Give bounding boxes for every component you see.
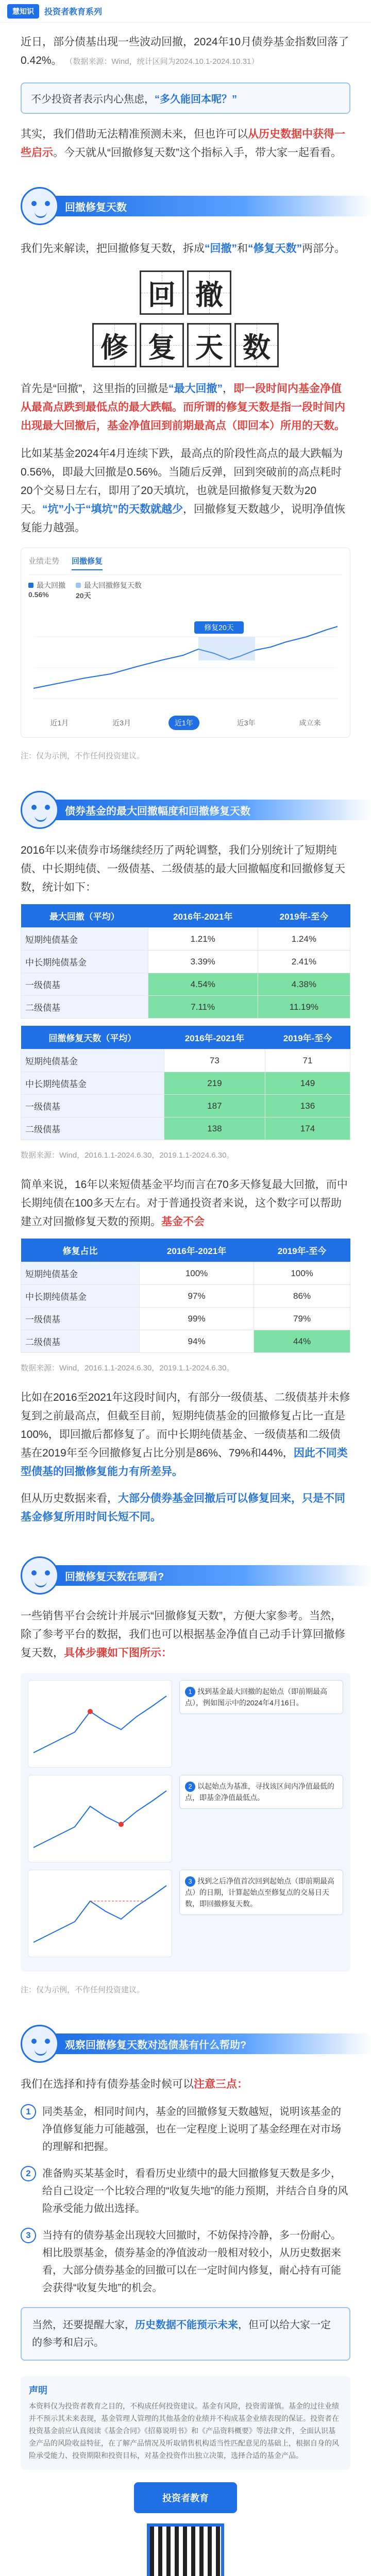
table-row bbox=[21, 1049, 350, 1072]
table-header: 2016年-2021年 bbox=[148, 904, 258, 928]
cell: 86% bbox=[254, 1285, 350, 1308]
range-3m[interactable]: 近3月 bbox=[112, 719, 131, 727]
chart-tabs bbox=[28, 555, 343, 575]
recovery-line-chart bbox=[28, 606, 343, 709]
section3-p1 bbox=[0, 1607, 371, 1663]
footer-brand bbox=[0, 2482, 371, 2513]
recovery-ratio-table bbox=[21, 1239, 350, 1353]
cell: 11.19% bbox=[258, 996, 350, 1019]
cell: 一级债基 bbox=[21, 973, 148, 996]
legend-value: 20天 bbox=[76, 591, 91, 600]
closing-text-a: 当然，还要提醒大家， bbox=[32, 2319, 135, 2331]
cell: 149 bbox=[265, 1072, 350, 1095]
step-text bbox=[179, 1775, 343, 1809]
section1-p2 bbox=[0, 380, 371, 435]
cell: 短期纯债基金 bbox=[21, 1262, 140, 1285]
table-row bbox=[21, 1262, 350, 1285]
section2-p1: 2016年以来债券市场继续经历了两轮调整，我们分别统计了短期纯债、中长期纯债、一级债基、二级债基的最大回撤幅度和回撤修复天数，统计如下： bbox=[21, 844, 345, 893]
closing-quote bbox=[21, 2307, 350, 2361]
cell: 二级债基 bbox=[21, 1330, 140, 1353]
tip-text-b: ，并结合自身的风险承受能力做出选择。 bbox=[42, 2185, 348, 2214]
table-row bbox=[21, 1285, 350, 1308]
s4-hl: 注意三点： bbox=[194, 2078, 248, 2090]
s2b-text: 简单来说，16年以来短债基金平均而言在70多天修复最大回撤，而中长期纯债在100多天左右。对于普通投资者来说，这个数字可以帮助建立对回撤修复天数的预期。 bbox=[21, 1179, 348, 1228]
section-header-3 bbox=[0, 1552, 371, 1599]
tooltip-text: 修复20天 bbox=[204, 623, 234, 632]
s2c-text: 比如在2016至2021年这段时间内，有部分一级债基、二级债基并未修复到之前最高点，但截至目前，短期纯债基金的回撤修复占比一直是100%，即回撤后都修复了。而中长期纯债基金、一级债基和二级债基在2019年至今回撤修复占比分别是86%、79%和44%， bbox=[21, 1392, 350, 1459]
table-row bbox=[21, 996, 350, 1019]
step-item bbox=[28, 1870, 343, 1957]
step-item bbox=[28, 1775, 343, 1862]
cell: 中长期纯债基金 bbox=[21, 1285, 140, 1308]
table-row bbox=[21, 951, 350, 973]
disclaimer-text: 本资料仅为投资者教育之目的，不构成任何投资建议。基金有风险，投资需谨慎。基金的过往业绩并不预示其未来表现，基金管理人管理的其他基金的业绩并不构成基金业绩表现的保证。投资者在投资基金前应认真阅读《基金合同》《招募说明书》和《产品资料概要》等法律文件，全面认识基金产品的风险收益特征，在了解产品情况及听取销售机构适当性匹配意见的基础上，根据自身的风险承受能力、投资期限和投资目标，对基金投资作出独立决策，选择合适的基金产品。 bbox=[29, 2402, 339, 2460]
char-che: 撤 bbox=[195, 279, 223, 311]
tip-hl: 给自己设定一个比较合理的“收复失地”的能力预期 bbox=[42, 2185, 266, 2197]
char-row-2 bbox=[92, 323, 279, 367]
cell: 中长期纯债基金 bbox=[21, 1072, 164, 1095]
mini-line-path bbox=[33, 1696, 166, 1753]
mini-chart bbox=[28, 1870, 172, 1957]
intro2-text-a: 其实，我们借助无法精准预测未来，但也许可以 bbox=[21, 128, 248, 140]
cell: 73 bbox=[164, 1049, 265, 1072]
tab-performance[interactable]: 业绩走势 bbox=[28, 557, 60, 566]
net-value-line bbox=[33, 626, 338, 688]
char-box bbox=[140, 323, 184, 367]
char-tian: 天 bbox=[195, 332, 223, 363]
table-header: 最大回撤（平均） bbox=[21, 904, 148, 928]
cell: 4.38% bbox=[258, 973, 350, 996]
s1-text-c: 和 bbox=[237, 243, 248, 255]
s2c-p2-text: 但从历史数据来看， bbox=[21, 1493, 118, 1504]
step-text bbox=[179, 1680, 343, 1714]
table-header: 2019年-至今 bbox=[258, 904, 350, 928]
s1-term-drawdown: “回撤” bbox=[205, 243, 237, 255]
cell: 99% bbox=[140, 1308, 254, 1330]
section-title: 观察回撤修复天数对选债基有什么帮助? bbox=[54, 2033, 371, 2054]
s1p2-f: 而所谓的修复天数是指一段时间内出现最大回撤后，基金净值回到前期最高点（即回本）所用的天数。 bbox=[21, 401, 345, 432]
range-3y[interactable]: 近3年 bbox=[237, 719, 256, 727]
tab-recovery[interactable]: 回撤修复 bbox=[72, 555, 103, 570]
cell: 3.39% bbox=[148, 951, 258, 973]
step-number: 1 bbox=[185, 1687, 195, 1697]
range-1y[interactable]: 近1年 bbox=[168, 716, 199, 730]
step-description: 以起始点为基准，寻找该区间内净值最低的点，即基金净值最低点。 bbox=[185, 1782, 334, 1802]
tip-text-b: 说明该基金的净值修复能力可能越强，也在一定程度上说明了基金经理在对市场的理解和把握。 bbox=[42, 2106, 341, 2153]
cell: 4.54% bbox=[148, 973, 258, 996]
table-row bbox=[21, 1308, 350, 1330]
table-header: 回撤修复天数（平均） bbox=[21, 1026, 164, 1049]
legend-item bbox=[76, 580, 142, 601]
category-tag: 慧知识 bbox=[7, 4, 39, 19]
tip-hl: 基金的回撤修复天数越短， bbox=[156, 2106, 279, 2117]
cell: 短期纯债基金 bbox=[21, 928, 148, 951]
section4-p1 bbox=[0, 2075, 371, 2094]
s1p3-hl: “坑”小于“填坑”的天数就越少 bbox=[42, 503, 183, 515]
cell: 一级债基 bbox=[21, 1308, 140, 1330]
start-point-marker bbox=[88, 1709, 93, 1714]
char-box bbox=[92, 323, 137, 367]
cell: 1.21% bbox=[148, 928, 258, 951]
s2c-p2-hl: 大部分债券基金回撤后可以修复回来，只是不同基金修复所用时间长短不同。 bbox=[21, 1493, 345, 1523]
big-characters bbox=[0, 270, 371, 367]
table-row bbox=[21, 928, 350, 951]
qr-code[interactable] bbox=[147, 2523, 224, 2576]
tip-text-a: 准备购买某基金时，看看历史业绩中的最大回撤修复天数是多少， bbox=[42, 2168, 341, 2179]
s2c-hl: 因此不同类型债基的回撤修复能力有所差异。 bbox=[21, 1447, 348, 1478]
table-row bbox=[21, 1117, 350, 1140]
tip-item bbox=[0, 2227, 371, 2297]
step-description: 找到之后净值首次回到起始点（即前期最高点）的日期，计算起始点至修复点的交易日天数，即回撤修复天数。 bbox=[185, 1877, 334, 1908]
step-text bbox=[179, 1870, 343, 1915]
char-row-1 bbox=[140, 270, 231, 315]
closing-text-b: ，但可以给大家一定的参考和启示。 bbox=[32, 2319, 331, 2348]
s4-text: 我们在选择和持有债券基金时候可以 bbox=[21, 2078, 194, 2090]
section-header-2 bbox=[0, 787, 371, 833]
tip-number: 3 bbox=[21, 2228, 36, 2243]
range-1m[interactable]: 近1月 bbox=[50, 719, 69, 727]
tip-text bbox=[42, 2227, 350, 2297]
intro2-highlight: 从历史数据中获得一些启示 bbox=[21, 128, 345, 159]
cell: 短期纯债基金 bbox=[21, 1049, 164, 1072]
steps-caption: 注：仅为示例，不作任何投资建议。 bbox=[21, 1986, 145, 1994]
section-title: 债券基金的最大回撤幅度和回撤修复天数 bbox=[54, 800, 371, 820]
disclaimer-title: 声明 bbox=[29, 2385, 47, 2396]
s1p2-a: 首先是“回撤”，这里指的回撤是 bbox=[21, 383, 168, 395]
s1-term-recovery: “修复天数” bbox=[248, 243, 302, 255]
mini-chart bbox=[28, 1775, 172, 1862]
intro-text: 近日，部分债基出现一些波动回撤，2024年10月债券基金指数回落了0.42%。 bbox=[21, 36, 349, 66]
legend-name: 最大回撤 bbox=[37, 581, 65, 589]
mini-line bbox=[28, 1775, 172, 1862]
chart1-caption: 注：仅为示例，不作任何投资建议。 bbox=[21, 752, 145, 760]
s1-text-a: 我们先来解读，把回撤修复天数，拆成 bbox=[21, 243, 205, 255]
char-box bbox=[187, 323, 231, 367]
s1p3-tail: ，回撤修复天数越少，说明净值恢复能力越强。 bbox=[21, 503, 345, 534]
range-all[interactable]: 成立来 bbox=[299, 719, 321, 727]
legend-item bbox=[28, 580, 65, 601]
intro-note: （数据来源：Wind，统计区间为2024.10.1-2024.10.31） bbox=[65, 57, 259, 66]
char-box bbox=[187, 270, 231, 315]
recovery-shade bbox=[198, 637, 255, 660]
quote-text: 不少投资者表示内心焦虑， bbox=[31, 94, 155, 105]
closing-hl: 历史数据不能预示未来 bbox=[135, 2319, 238, 2331]
chart-legend bbox=[28, 580, 343, 601]
step-number: 2 bbox=[185, 1782, 195, 1792]
intro2-text-b: 。今天就从“回撤修复天数”这个指标入手，带大家一起看看。 bbox=[53, 147, 342, 159]
step-number: 3 bbox=[185, 1876, 195, 1887]
top-bar bbox=[0, 0, 371, 23]
s1-text-e: 两部分。 bbox=[302, 243, 345, 255]
table-row bbox=[21, 1095, 350, 1117]
table-row bbox=[21, 1330, 350, 1353]
table-header: 修复占比 bbox=[21, 1239, 140, 1262]
s1p2-b: “最大回撤” bbox=[168, 383, 223, 395]
char-box bbox=[140, 270, 184, 315]
section2c-p2 bbox=[0, 1489, 371, 1527]
tip-number: 2 bbox=[21, 2166, 36, 2181]
char-shu: 数 bbox=[243, 332, 271, 363]
mini-line bbox=[28, 1681, 172, 1767]
section1-p3 bbox=[0, 445, 371, 537]
char-box bbox=[234, 323, 279, 367]
max-drawdown-table bbox=[21, 904, 350, 1019]
section-title: 回撤修复天数 bbox=[54, 196, 371, 216]
step-description: 找到基金最大回撤的起始点（即前期最高点），例如图示中的2024年4月16日。 bbox=[185, 1687, 327, 1707]
section1-p1 bbox=[0, 240, 371, 258]
section-header-1 bbox=[0, 183, 371, 229]
mini-line-path bbox=[33, 1791, 166, 1848]
intro-paragraph bbox=[0, 33, 371, 71]
range-tabs bbox=[28, 716, 343, 730]
low-point-marker bbox=[119, 1822, 124, 1827]
cell: 二级债基 bbox=[21, 996, 148, 1019]
recovery-chart-card bbox=[21, 548, 350, 738]
cell: 2.41% bbox=[258, 951, 350, 973]
cell: 174 bbox=[265, 1117, 350, 1140]
table-row bbox=[21, 1072, 350, 1095]
cell: 71 bbox=[265, 1049, 350, 1072]
mascot-icon bbox=[21, 187, 59, 225]
intro2-paragraph bbox=[0, 125, 371, 162]
section2c-p1 bbox=[0, 1388, 371, 1481]
legend-name: 最大回撤修复天数 bbox=[84, 581, 142, 589]
table-header: 2019年-至今 bbox=[265, 1026, 350, 1049]
char-hui: 回 bbox=[148, 279, 176, 311]
cell: 7.11% bbox=[148, 996, 258, 1019]
series-title: 投资者教育系列 bbox=[44, 8, 103, 16]
mini-chart bbox=[28, 1680, 172, 1768]
section-header-4 bbox=[0, 2021, 371, 2067]
table-header: 2016年-2021年 bbox=[164, 1026, 265, 1049]
table-header: 2016年-2021年 bbox=[140, 1239, 254, 1262]
tip-item bbox=[0, 2165, 371, 2217]
cell: 44% bbox=[254, 1330, 350, 1353]
char-fu: 复 bbox=[148, 332, 176, 363]
cell: 136 bbox=[265, 1095, 350, 1117]
table2-caption: 数据来源：Wind，2016.1.1-2024.6.30，2019.1.1-2024.6.30。 bbox=[21, 1151, 234, 1160]
s1p2-d: 即一段时间内基金净值从最高点跌到最低点的最大跌幅。 bbox=[21, 383, 342, 413]
table-header: 2019年-至今 bbox=[254, 1239, 350, 1262]
legend-value: 0.56% bbox=[28, 590, 49, 599]
disclaimer-box bbox=[21, 2376, 350, 2470]
s3-text: 一些销售平台会统计并展示“回撤修复天数”，方便大家参考。当然，除了参考平台的数据，我们也可以根据基金净值自己动手计算回撤修复天数， bbox=[21, 1610, 345, 1659]
cell: 138 bbox=[164, 1117, 265, 1140]
cell: 79% bbox=[254, 1308, 350, 1330]
cell: 187 bbox=[164, 1095, 265, 1117]
mascot-icon bbox=[21, 791, 59, 829]
cell: 100% bbox=[254, 1262, 350, 1285]
tip-text bbox=[42, 2165, 350, 2217]
mini-line-path bbox=[33, 1886, 166, 1942]
cell: 中长期纯债基金 bbox=[21, 951, 148, 973]
steps-illustration bbox=[21, 1673, 350, 1972]
s1p3-text: 比如某基金2024年4月连续下跌，最高点的阶段性高点的最大跌幅为0.56%，即最大回撤是0.56%。当随后反弹，回到突破前的高点耗时20个交易日左右，即用了20天填坑，也就是回撤修复天数为20天。 bbox=[21, 448, 343, 515]
recovery-days-table bbox=[21, 1026, 350, 1140]
mascot-icon bbox=[21, 1556, 59, 1595]
char-xiu: 修 bbox=[100, 332, 128, 363]
mini-line bbox=[28, 1870, 172, 1957]
s2b-hl: 基金不会 bbox=[161, 1216, 205, 1228]
tip-text-a: 同类基金，相同时间内， bbox=[42, 2106, 156, 2117]
table3-caption: 数据来源：Wind，2016.1.1-2024.6.30，2019.1.1-2024.6.30。 bbox=[21, 1364, 234, 1372]
tip-text bbox=[42, 2103, 350, 2156]
tip-item bbox=[0, 2103, 371, 2156]
table-row bbox=[21, 973, 350, 996]
step-item bbox=[28, 1680, 343, 1768]
s1p2-c: ， bbox=[223, 383, 233, 395]
cell: 一级债基 bbox=[21, 1095, 164, 1117]
cell: 1.24% bbox=[258, 928, 350, 951]
section2b-p1 bbox=[0, 1176, 371, 1231]
s3-hl: 具体步骤如下图所示： bbox=[64, 1647, 172, 1659]
cell: 94% bbox=[140, 1330, 254, 1353]
tip-hl: 不妨保持冷静，多一份耐心 bbox=[207, 2230, 331, 2241]
brand-logo: 投资者教育 bbox=[134, 2482, 237, 2513]
cell: 219 bbox=[164, 1072, 265, 1095]
cell: 97% bbox=[140, 1285, 254, 1308]
cell: 二级债基 bbox=[21, 1117, 164, 1140]
mascot-icon bbox=[21, 2025, 59, 2063]
cell: 100% bbox=[140, 1262, 254, 1285]
investor-quote bbox=[21, 82, 350, 114]
section-title: 回撤修复天数在哪看? bbox=[54, 1565, 371, 1586]
tip-number: 1 bbox=[21, 2104, 36, 2120]
tip-text-a: 当持有的债券基金出现较大回撤时， bbox=[42, 2230, 207, 2241]
tip-text-b: 。相比股票基金，债券基金的净值波动一般相对较小，从历史数据来看，大部分债券基金的回撤可以在一定时间内修复，耐心持有可能会获得“收复失地”的机会。 bbox=[42, 2230, 341, 2294]
quote-highlight: “多久能回本呢？” bbox=[155, 94, 237, 105]
